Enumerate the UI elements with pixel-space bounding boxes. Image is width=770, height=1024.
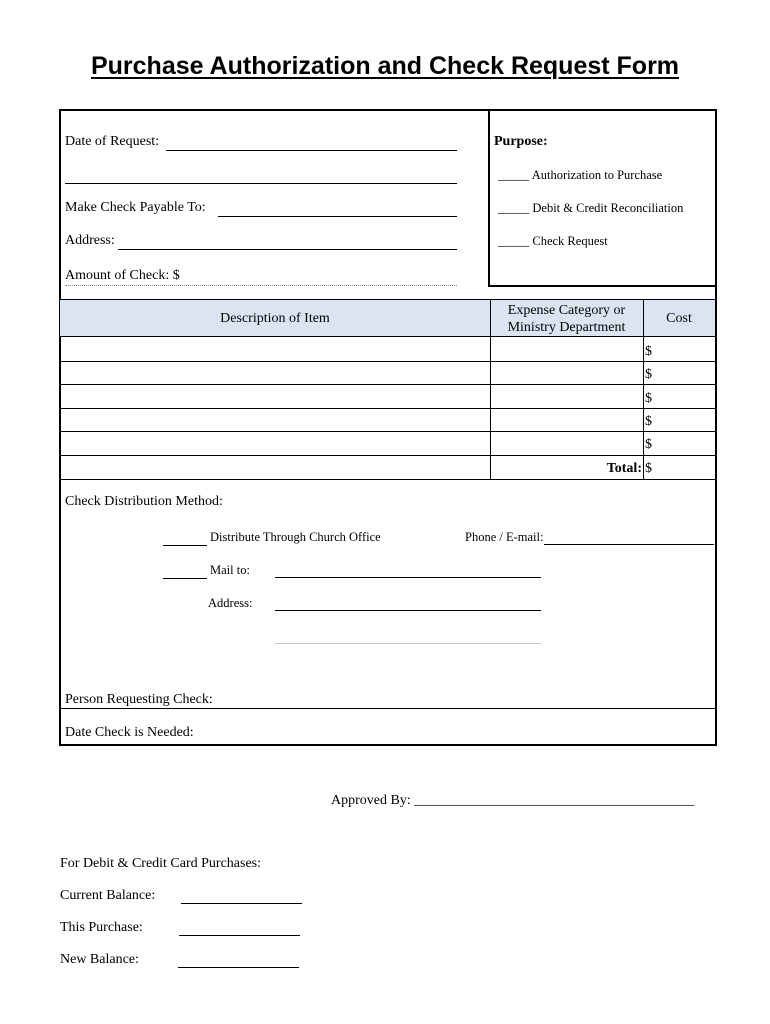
- church-office-blank[interactable]: [163, 545, 207, 546]
- table-line: [60, 455, 716, 456]
- this-purchase-field[interactable]: [179, 935, 300, 936]
- church-office-label: Distribute Through Church Office: [210, 530, 381, 544]
- table-line: [490, 299, 491, 479]
- purpose-box-bottom: [488, 285, 717, 287]
- this-purchase-label: This Purchase:: [60, 920, 143, 935]
- mail-address-field-2[interactable]: [275, 643, 541, 644]
- purpose-blank[interactable]: _____: [498, 201, 530, 215]
- col-description-header: Description of Item: [220, 311, 330, 326]
- payable-to-label: Make Check Payable To:: [65, 200, 206, 215]
- cost-currency: $: [645, 391, 652, 406]
- amount-label: Amount of Check: $: [65, 268, 180, 283]
- table-line: [643, 299, 644, 479]
- col-category-line2: Ministry Department: [507, 320, 626, 335]
- table-row[interactable]: [61, 409, 489, 431]
- date-needed-label: Date Check is Needed:: [65, 725, 194, 740]
- page-title: Purchase Authorization and Check Request Form: [90, 52, 680, 80]
- person-requesting-field[interactable]: [60, 708, 716, 709]
- date-of-request-label: Date of Request:: [65, 134, 160, 149]
- col-category-header: [490, 302, 643, 336]
- purpose-option-authorization[interactable]: [498, 168, 662, 183]
- purpose-option-check-request[interactable]: [498, 234, 608, 249]
- current-balance-field[interactable]: [181, 903, 302, 904]
- form-border-right: [715, 109, 717, 746]
- purpose-heading: Purpose:: [494, 134, 548, 149]
- purpose-box-left: [488, 109, 490, 287]
- purpose-option-reconciliation[interactable]: [498, 201, 683, 216]
- cost-currency: $: [645, 367, 652, 382]
- form-border-bottom: [59, 744, 717, 746]
- table-row[interactable]: [61, 432, 489, 455]
- purpose-blank[interactable]: _____: [498, 234, 530, 248]
- cost-currency: $: [645, 414, 652, 429]
- approved-by-label[interactable]: Approved By: ________________________________________: [331, 793, 695, 808]
- purpose-option-label: Debit & Credit Reconciliation: [532, 201, 684, 215]
- mail-address-label: Address:: [208, 596, 253, 610]
- cost-currency: $: [645, 344, 652, 359]
- mail-to-field[interactable]: [275, 577, 541, 578]
- purpose-option-label: Check Request: [532, 234, 608, 248]
- mail-to-label: Mail to:: [210, 563, 250, 577]
- request-extra-field[interactable]: [65, 183, 457, 184]
- table-line: [60, 299, 716, 300]
- phone-email-label: Phone / E-mail:: [465, 530, 544, 544]
- table-row[interactable]: [61, 385, 489, 408]
- table-row[interactable]: [61, 362, 489, 384]
- address-field[interactable]: [118, 249, 457, 250]
- table-line: [60, 479, 716, 480]
- table-row[interactable]: [61, 337, 489, 361]
- mail-address-field[interactable]: [275, 610, 541, 611]
- phone-email-field[interactable]: [544, 544, 714, 545]
- current-balance-label: Current Balance:: [60, 888, 156, 903]
- form-border-top: [59, 109, 717, 111]
- cost-currency: $: [645, 437, 652, 452]
- col-category-line1: Expense Category or: [507, 303, 626, 318]
- purpose-blank[interactable]: _____: [498, 168, 530, 182]
- total-label: Total:: [606, 461, 642, 476]
- total-currency: $: [645, 461, 652, 476]
- purpose-option-label: Authorization to Purchase: [531, 168, 663, 182]
- address-label: Address:: [65, 233, 115, 248]
- new-balance-label: New Balance:: [60, 952, 139, 967]
- person-requesting-label: Person Requesting Check:: [65, 692, 213, 707]
- col-cost-header: Cost: [666, 311, 692, 326]
- payable-to-field[interactable]: [218, 216, 457, 217]
- amount-field[interactable]: [65, 285, 457, 286]
- new-balance-field[interactable]: [178, 967, 299, 968]
- distribution-heading: Check Distribution Method:: [65, 494, 223, 509]
- date-of-request-field[interactable]: [166, 150, 457, 151]
- mail-to-blank[interactable]: [163, 578, 207, 579]
- card-purchases-heading: For Debit & Credit Card Purchases:: [60, 856, 262, 871]
